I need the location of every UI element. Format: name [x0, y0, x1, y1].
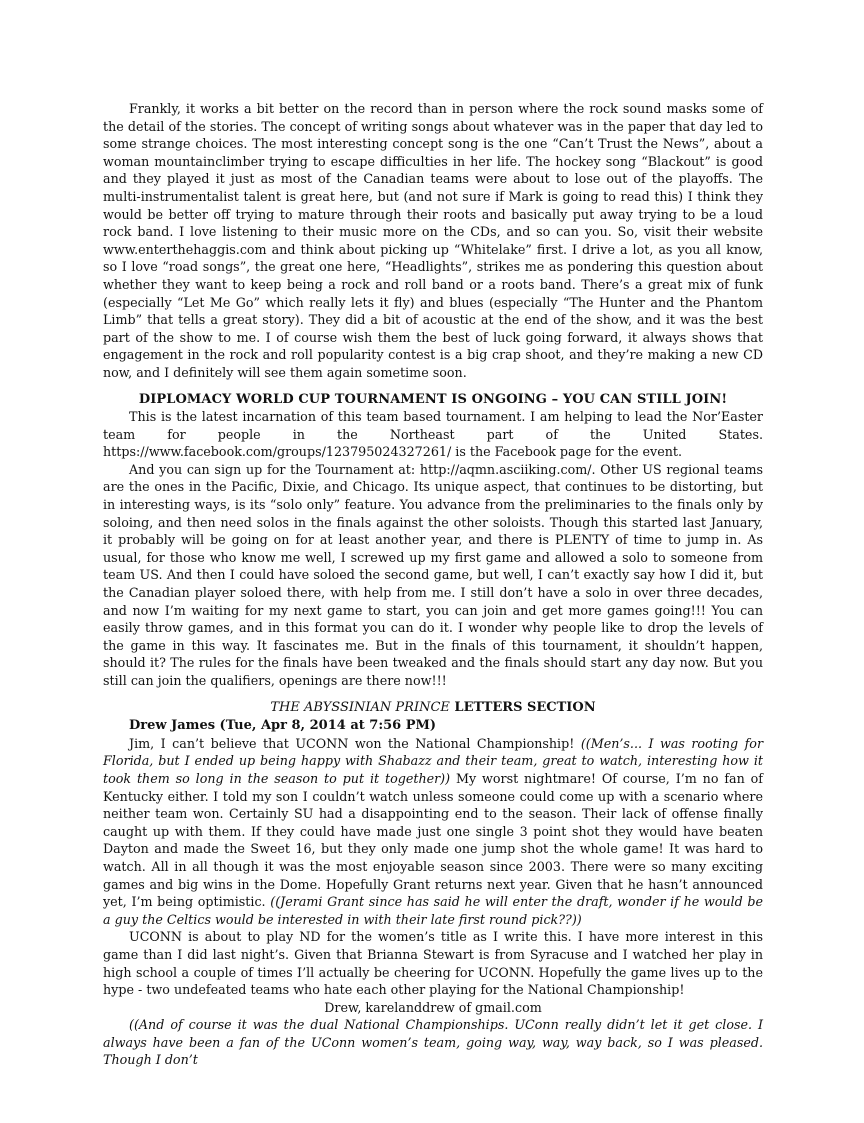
editor-reply: ((Jerami Grant since has said he will enter the draft, wonder if he would be a guy the Celtics would be interested in with their late first round pick??)): [103, 894, 764, 927]
letters-heading-title: THE ABYSSINIAN PRINCE: [270, 699, 450, 715]
letters-heading-rest: LETTERS SECTION: [449, 699, 596, 715]
letter-text: Jim, I can’t believe that UCONN won the National Championship!: [129, 735, 581, 751]
document-page: [103, 100, 763, 1069]
letter-paragraph-2: UCONN is about to play ND for the women’s title as I write this. I have more interest in this game than I did last night’s. Given that Brianna Stewart is from Syracuse and I watched her play in high school a couple of times I’ll actually be cheering for UCONN. Hopefully the game lives up to the hype - two undefeated teams who hate each other playing for the National Championship!: [103, 929, 763, 998]
editor-reply-paragraph: [103, 1016, 763, 1069]
editor-reply: ((Men’s... I was rooting for Florida, but I ended up being happy with Shabazz and their team, great to watch, interesting how it took them so long in the season to put it together)): [103, 735, 764, 786]
review-paragraph: Frankly, it works a bit better on the record than in person where the rock sound masks some of the detail of the stories. The concept of writing songs about whatever was in the paper that day led to some strange choices. The most interesting concept song is the one “Can’t Trust the News”, about a woman mountainclimber trying to escape difficulties in her life. The hockey song “Blackout” is good and they played it just as most of the Canadian teams were about to lose out of the playoffs. The multi-instrumentalist talent is great here, but (and not sure if Mark is going to read this) I think they would be better off trying to mature through their roots and basically put away trying to be a loud rock band. I love listening to their music more on the CDs, and so can you. So, visit their website www.enterthehaggis.com and think about picking up “Whitelake” first. I drive a lot, as you all know, so I love “road songs”, the great one here, “Headlights”, strikes me as pondering this question about whether they want to keep being a rock and roll band or a roots band. There’s a great mix of funk (especially “Let Me Go” which really lets it fly) and blues (especially “The Hunter and the Phantom Limb” that tells a great story). They did a bit of acoustic at the end of the show, and it was the best part of the show to me. I of course wish them the best of luck going forward, it always shows that engagement in the rock and roll popularity contest is a big crap shoot, and they’re making a new CD now, and I definitely will see them again sometime soon.: [103, 101, 763, 380]
letter-text: My worst nightmare! Of course, I’m no fan of Kentucky either. I told my son I couldn’t watch unless someone could come up with a scenario where neither team won. Certainly SU had a disappointing end to the season. Their lack of offense finally caught up with them. If they could have made just one single 3 point shot they would have beaten Dayton and made the Sweet 16, but they only made one jump shot the whole game! It was hard to watch. All in all though it was the most enjoyable season since 2003. There were so many exciting games and big wins in the Dome. Hopefully Grant returns next year. Given that he hasn’t announced yet, I’m being optimistic.: [103, 770, 763, 910]
letter-paragraph-1: [103, 735, 763, 929]
letter-author-heading: Drew James (Tue, Apr 8, 2014 at 7:56 PM): [129, 718, 437, 734]
diplomacy-heading: DIPLOMACY WORLD CUP TOURNAMENT IS ONGOING – YOU CAN STILL JOIN!: [138, 391, 728, 407]
letters-section-heading: [103, 699, 763, 717]
diplomacy-paragraph-1: This is the latest incarnation of this team based tournament. I am helping to lead the Nor’Easter team for people in the Northeast part of the United States. https://www.facebook.com/groups/123795024327261/ is the Facebook page for the event.: [103, 409, 763, 460]
diplomacy-paragraph-2: And you can sign up for the Tournament at: http://aqmn.asciiking.com/. Other US regional teams are the ones in the Pacific, Dixie, and Chicago. Its unique aspect, that continues to be distorting, but in interesting ways, is its “solo only” feature. You advance from the preliminaries to the finals only by soloing, and then need solos in the finals against the other soloists. Though this started last January, it probably will be going on for at least another year, and there is PLENTY of time to jump in. As usual, for those who know me well, I screwed up my first game and allowed a solo to someone from team US. And then I could have soloed the second game, but well, I can’t exactly say how I did it, but the Canadian player soloed there, with help from me. I still don’t have a solo in over three decades, and now I’m waiting for my next game to start, you can join and get more games going!!! You can easily throw games, and in this format you can do it. I wonder why people like to drop the levels of the game in this way. It fascinates me. But in the finals of this tournament, it shouldn’t happen, should it? The rules for the finals have been tweaked and the finals should start any day now. But you still can join the qualifiers, openings are there now!!!: [103, 461, 763, 688]
letter-signature: Drew, karelanddrew of gmail.com: [324, 999, 542, 1015]
editor-reply: ((And of course it was the dual National Championships. UConn really didn’t let it get close. I always have been a fan of the UConn women’s team, going way, way, way back, so I was pleased. Though I don’t: [103, 1017, 763, 1068]
